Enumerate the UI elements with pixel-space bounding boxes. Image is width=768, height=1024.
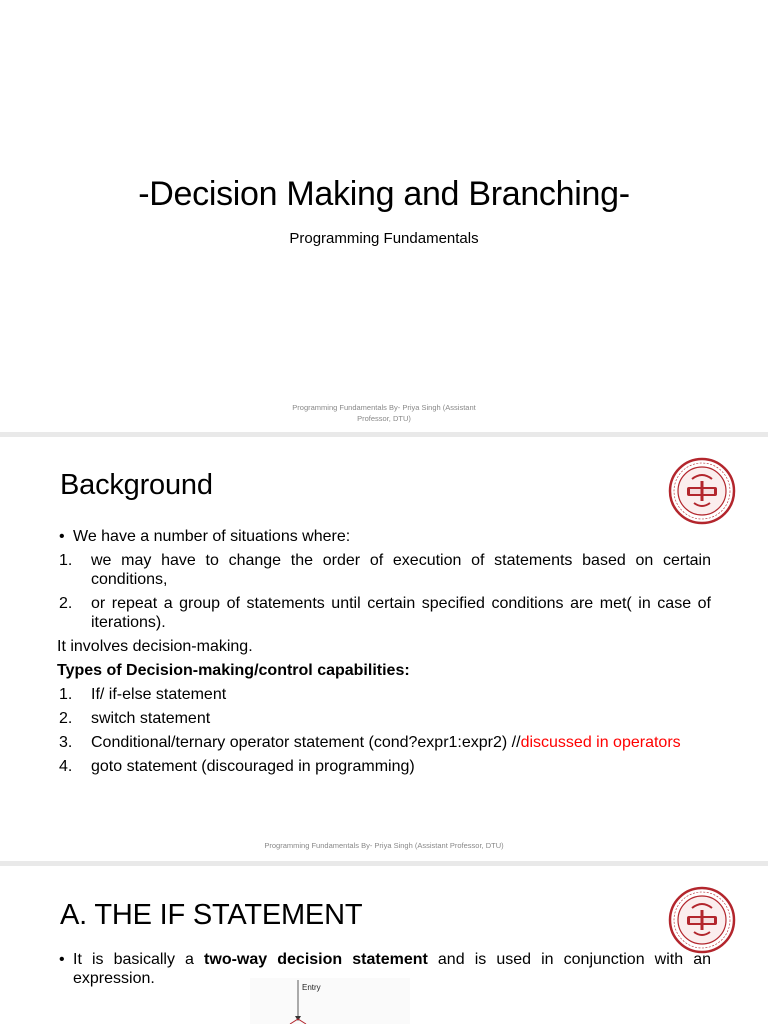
slide-title: A. THE IF STATEMENT — [60, 899, 363, 931]
if-statement-slide — [0, 866, 768, 1024]
list-text: Conditional/ternary operator statement (cond?expr1:expr2) // — [91, 734, 521, 751]
intro-bullet — [57, 527, 711, 546]
bullet-dot: • — [59, 951, 65, 968]
list-marker: 2. — [59, 595, 73, 612]
list-item — [57, 757, 711, 776]
list-marker: 3. — [59, 734, 73, 751]
deltech-logo-icon — [668, 457, 736, 525]
list-marker: 1. — [59, 686, 73, 703]
list-item — [57, 709, 711, 728]
involves-text: It involves decision-making. — [57, 638, 253, 655]
bullet-text-pre: It is basically a — [73, 951, 205, 968]
presentation-title: -Decision Making and Branching- — [138, 175, 630, 213]
bullet-text-bold: two-way decision statement — [204, 951, 428, 968]
bullet-dot: • — [59, 528, 65, 545]
presentation-subtitle: Programming Fundamentals — [289, 230, 479, 247]
list-text: we may have to change the order of execution of statements based on certain conditions, — [91, 552, 711, 588]
list-text: switch statement — [91, 710, 211, 727]
footer-line-2: Professor, DTU) — [357, 414, 411, 423]
flowchart-diagram — [250, 978, 410, 1024]
list-item — [57, 594, 711, 632]
list-item — [57, 551, 711, 589]
types-heading: Types of Decision-making/control capabilities: — [57, 662, 410, 679]
footer-line-1: Programming Fundamentals By- Priya Singh (Assistant — [292, 403, 476, 412]
slide-title: Background — [60, 469, 213, 501]
background-slide — [0, 437, 768, 861]
list-item — [57, 685, 711, 704]
deltech-logo-icon — [668, 886, 736, 954]
list-item — [57, 733, 711, 752]
list-text: goto statement (discouraged in programming) — [91, 758, 415, 775]
entry-label: Entry — [302, 983, 321, 992]
list-text: If/ if-else statement — [91, 686, 227, 703]
list-marker: 4. — [59, 758, 73, 775]
title-slide — [0, 0, 768, 432]
slide-footer — [270, 402, 498, 424]
highlight-text: discussed in operators — [520, 734, 681, 751]
slide-footer: Programming Fundamentals By- Priya Singh (Assistant Professor, DTU) — [264, 841, 504, 850]
list-marker: 2. — [59, 710, 73, 727]
list-marker: 1. — [59, 552, 73, 569]
list-text: or repeat a group of statements until certain specified conditions are met( in case of iterations). — [91, 595, 711, 631]
intro-text: We have a number of situations where: — [73, 528, 351, 545]
slide-content — [57, 527, 711, 781]
bullet-text-post: and is used in conjunction with an expression. — [73, 951, 712, 987]
